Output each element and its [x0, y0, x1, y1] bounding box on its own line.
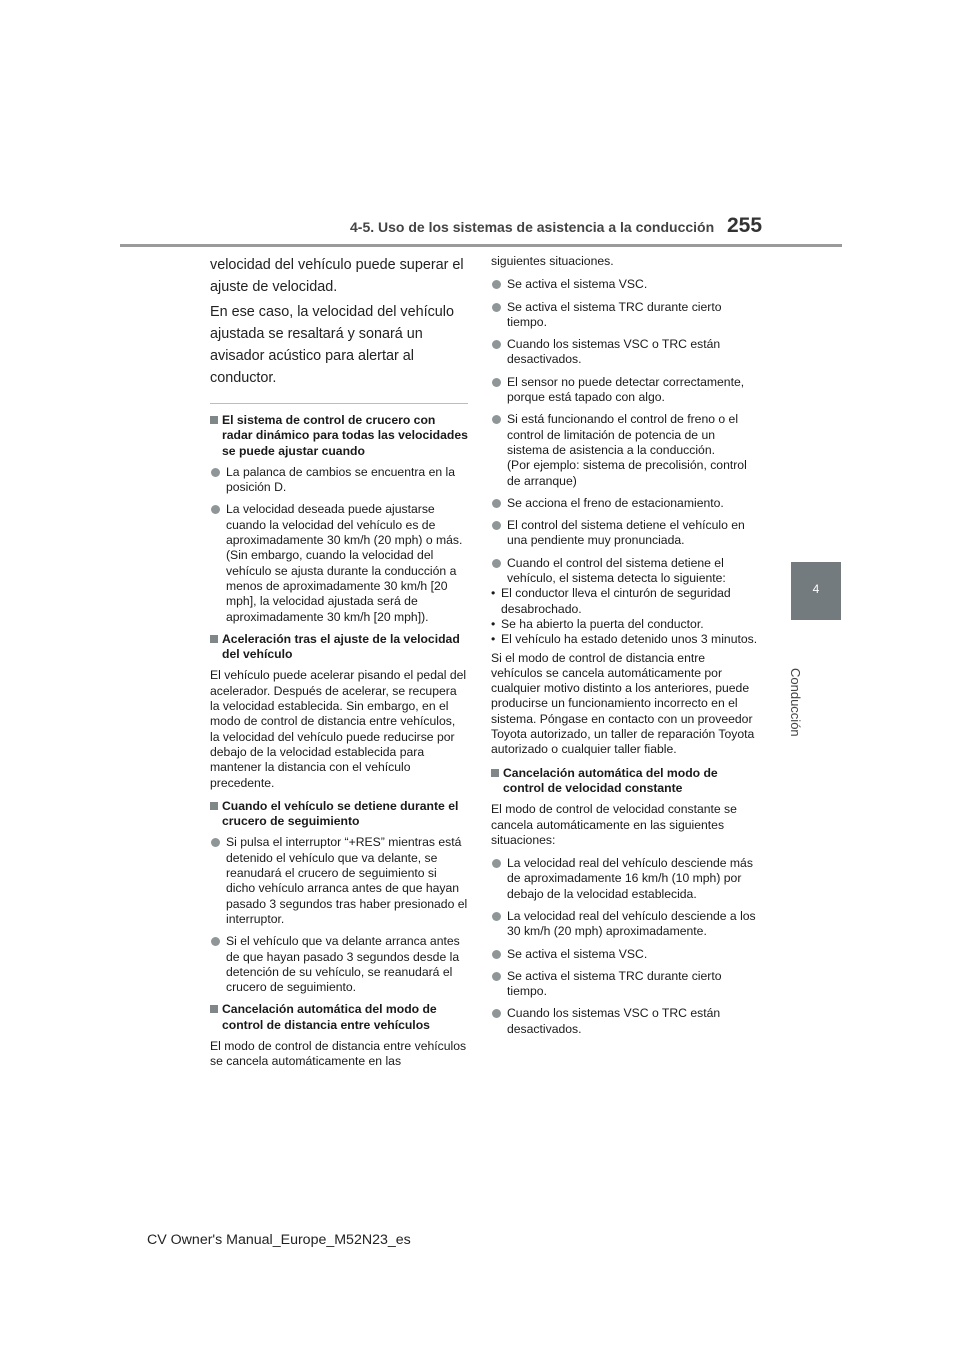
- dot-marker-icon: •: [491, 632, 496, 647]
- list-item: [210, 835, 468, 927]
- list-item-text: Se activa el sistema VSC.: [507, 946, 648, 961]
- continuation-text: siguientes situaciones.: [491, 254, 614, 268]
- circle-bullet-icon: [492, 912, 501, 921]
- list-item: [491, 496, 759, 511]
- section-divider: [210, 403, 468, 404]
- list-item: [491, 412, 759, 488]
- list-item-text: La velocidad deseada puede ajustarse cuando la velocidad del vehículo es de aproximadamente 30 km/h (20 mph) o más.: [226, 502, 463, 548]
- sub-list-item: [491, 632, 759, 647]
- page-number: 255: [727, 214, 763, 237]
- list-item: [491, 337, 759, 368]
- list-item: [210, 934, 468, 995]
- header-divider: [120, 244, 842, 247]
- body-paragraph: El modo de control de velocidad constante se cancela automáticamente en las siguientes situaciones:: [491, 802, 737, 847]
- section-heading: [491, 766, 759, 797]
- square-bullet-icon: [210, 416, 218, 424]
- sub-list-item-text: Se ha abierto la puerta del conductor.: [501, 616, 704, 631]
- body-paragraph: El vehículo puede acelerar pisando el pedal del acelerador. Después de acelerar, se recupera la velocidad establecida. Sin embargo, en el modo de control de distancia entre vehículos, la velocidad del vehículo puede reducirse por debajo de la velocidad establecida para mantener la distancia con el vehículo precedente.: [210, 668, 467, 790]
- circle-bullet-icon: [211, 838, 220, 847]
- sub-list-item: [491, 617, 759, 632]
- intro-paragraph-1: velocidad del vehículo puede superar el ajuste de velocidad.: [210, 257, 464, 295]
- list-item-text: El control del sistema detiene el vehículo en una pendiente muy pronunciada.: [507, 518, 745, 548]
- circle-bullet-icon: [492, 1009, 501, 1018]
- chapter-tab[interactable]: [791, 562, 841, 620]
- dot-marker-icon: •: [491, 586, 496, 601]
- list-item: [491, 1006, 759, 1037]
- footer-document-id: CV Owner's Manual_Europe_M52N23_es: [147, 1232, 411, 1248]
- section-title: 4-5. Uso de los sistemas de asistencia a la conducción: [350, 219, 715, 235]
- dot-marker-icon: •: [491, 616, 496, 631]
- list-item-note: (Por ejemplo: sistema de precolisión, control de arranque): [507, 458, 747, 488]
- list-item-text: Cuando los sistemas VSC o TRC están desactivados.: [507, 1006, 721, 1036]
- square-bullet-icon: [491, 769, 499, 777]
- circle-bullet-icon: [492, 280, 501, 289]
- list-item: [491, 375, 759, 406]
- list-item: [210, 502, 468, 624]
- circle-bullet-icon: [492, 859, 501, 868]
- list-item-text: La velocidad real del vehículo desciende más de aproximadamente 16 km/h (10 mph) por debajo de la velocidad establecida.: [507, 856, 753, 901]
- circle-bullet-icon: [492, 950, 501, 959]
- list-item-text: Se acciona el freno de estacionamiento.: [507, 495, 724, 510]
- circle-bullet-icon: [211, 468, 220, 477]
- circle-bullet-icon: [492, 499, 501, 508]
- square-bullet-icon: [210, 1005, 218, 1013]
- heading-text: Cuando el vehículo se detiene durante el crucero de seguimiento: [222, 798, 459, 829]
- circle-bullet-icon: [492, 415, 501, 424]
- chapter-label: Conducción: [788, 668, 803, 737]
- list-item: [491, 300, 759, 331]
- circle-bullet-icon: [211, 505, 220, 514]
- heading-text: Cancelación automática del modo de control de distancia entre vehículos: [222, 1002, 437, 1032]
- list-item-text: Si está funcionando el control de freno o el control de limitación de potencia de un sistema de asistencia a la conducción.: [507, 412, 739, 457]
- list-item-text: Cuando los sistemas VSC o TRC están desactivados.: [507, 337, 721, 367]
- left-column: [210, 254, 468, 1078]
- sub-list-item: [491, 586, 759, 617]
- section-heading: [210, 413, 468, 459]
- circle-bullet-icon: [492, 378, 501, 387]
- square-bullet-icon: [210, 802, 218, 810]
- circle-bullet-icon: [492, 972, 501, 981]
- section-heading: [210, 632, 468, 663]
- circle-bullet-icon: [492, 521, 501, 530]
- body-paragraph: El modo de control de distancia entre vehículos se cancela automáticamente en las: [210, 1038, 467, 1069]
- heading-text: Aceleración tras el ajuste de la velocidad del vehículo: [222, 631, 460, 662]
- circle-bullet-icon: [492, 303, 501, 312]
- list-item-text: Si pulsa el interruptor “+RES” mientras está detenido el vehículo que va delante, se reanudará el crucero de seguimiento si dicho vehículo arranca antes de que hayan pasado 3 segundos tras haber presionado el interruptor.: [226, 835, 468, 926]
- list-item-note: (Sin embargo, cuando la velocidad del vehículo se ajusta durante la conducción a menos de aproximadamente 30 km/h [20 mph], la velocidad ajustada será de aproximadamente 30 km/h [20 mph]).: [226, 548, 457, 624]
- list-item-text: El sensor no puede detectar correctamente, porque está tapado con algo.: [507, 374, 745, 405]
- body-paragraph: Si el modo de control de distancia entre vehículos se cancela automáticamente por cualquier motivo distinto a los anteriores, puede producirse un funcionamiento incorrecto en el sistema. Póngase en contacto con un proveedor Toyota autorizado, un taller de reparación Toyota autorizado o cualquier taller fiable.: [491, 650, 755, 757]
- list-item: [491, 277, 759, 292]
- list-item-text: Cuando el control del sistema detiene el vehículo, el sistema detecta lo siguiente:: [507, 555, 726, 586]
- right-column: [491, 254, 759, 1044]
- list-item: [491, 969, 759, 1000]
- list-item: [491, 856, 759, 902]
- list-item: [491, 556, 759, 587]
- circle-bullet-icon: [492, 340, 501, 349]
- heading-text: Cancelación automática del modo de control de velocidad constante: [503, 765, 718, 795]
- list-item-text: Se activa el sistema TRC durante cierto tiempo.: [507, 968, 722, 999]
- list-item-text: La velocidad real del vehículo desciende a los 30 km/h (20 mph) aproximadamente.: [507, 908, 756, 939]
- chapter-number: 4: [812, 582, 820, 596]
- heading-text: El sistema de control de crucero con radar dinámico para todas las velocidades se puede ajustar cuando: [222, 413, 468, 458]
- list-item: [491, 947, 759, 962]
- circle-bullet-icon: [492, 559, 501, 568]
- list-item: [491, 518, 759, 549]
- intro-paragraph-2: En ese caso, la velocidad del vehículo ajustada se resaltará y sonará un avisador acústico para alertar al conductor.: [210, 304, 454, 386]
- list-item-text: Si el vehículo que va delante arranca antes de que hayan pasado 3 segundos desde la detención de su vehículo, se reanudará el crucero de seguimiento.: [226, 934, 460, 995]
- list-item: [210, 465, 468, 496]
- list-item-text: Se activa el sistema VSC.: [507, 277, 648, 292]
- sub-list-item-text: El vehículo ha estado detenido unos 3 minutos.: [501, 632, 758, 647]
- circle-bullet-icon: [211, 937, 220, 946]
- list-item-text: Se activa el sistema TRC durante cierto tiempo.: [507, 299, 722, 329]
- list-item-text: La palanca de cambios se encuentra en la posición D.: [226, 464, 456, 495]
- square-bullet-icon: [210, 635, 218, 643]
- section-heading: [210, 1002, 468, 1033]
- list-item: [491, 909, 759, 940]
- section-heading: [210, 799, 468, 830]
- sub-list-item-text: El conductor lleva el cinturón de seguridad desabrochado.: [501, 586, 731, 616]
